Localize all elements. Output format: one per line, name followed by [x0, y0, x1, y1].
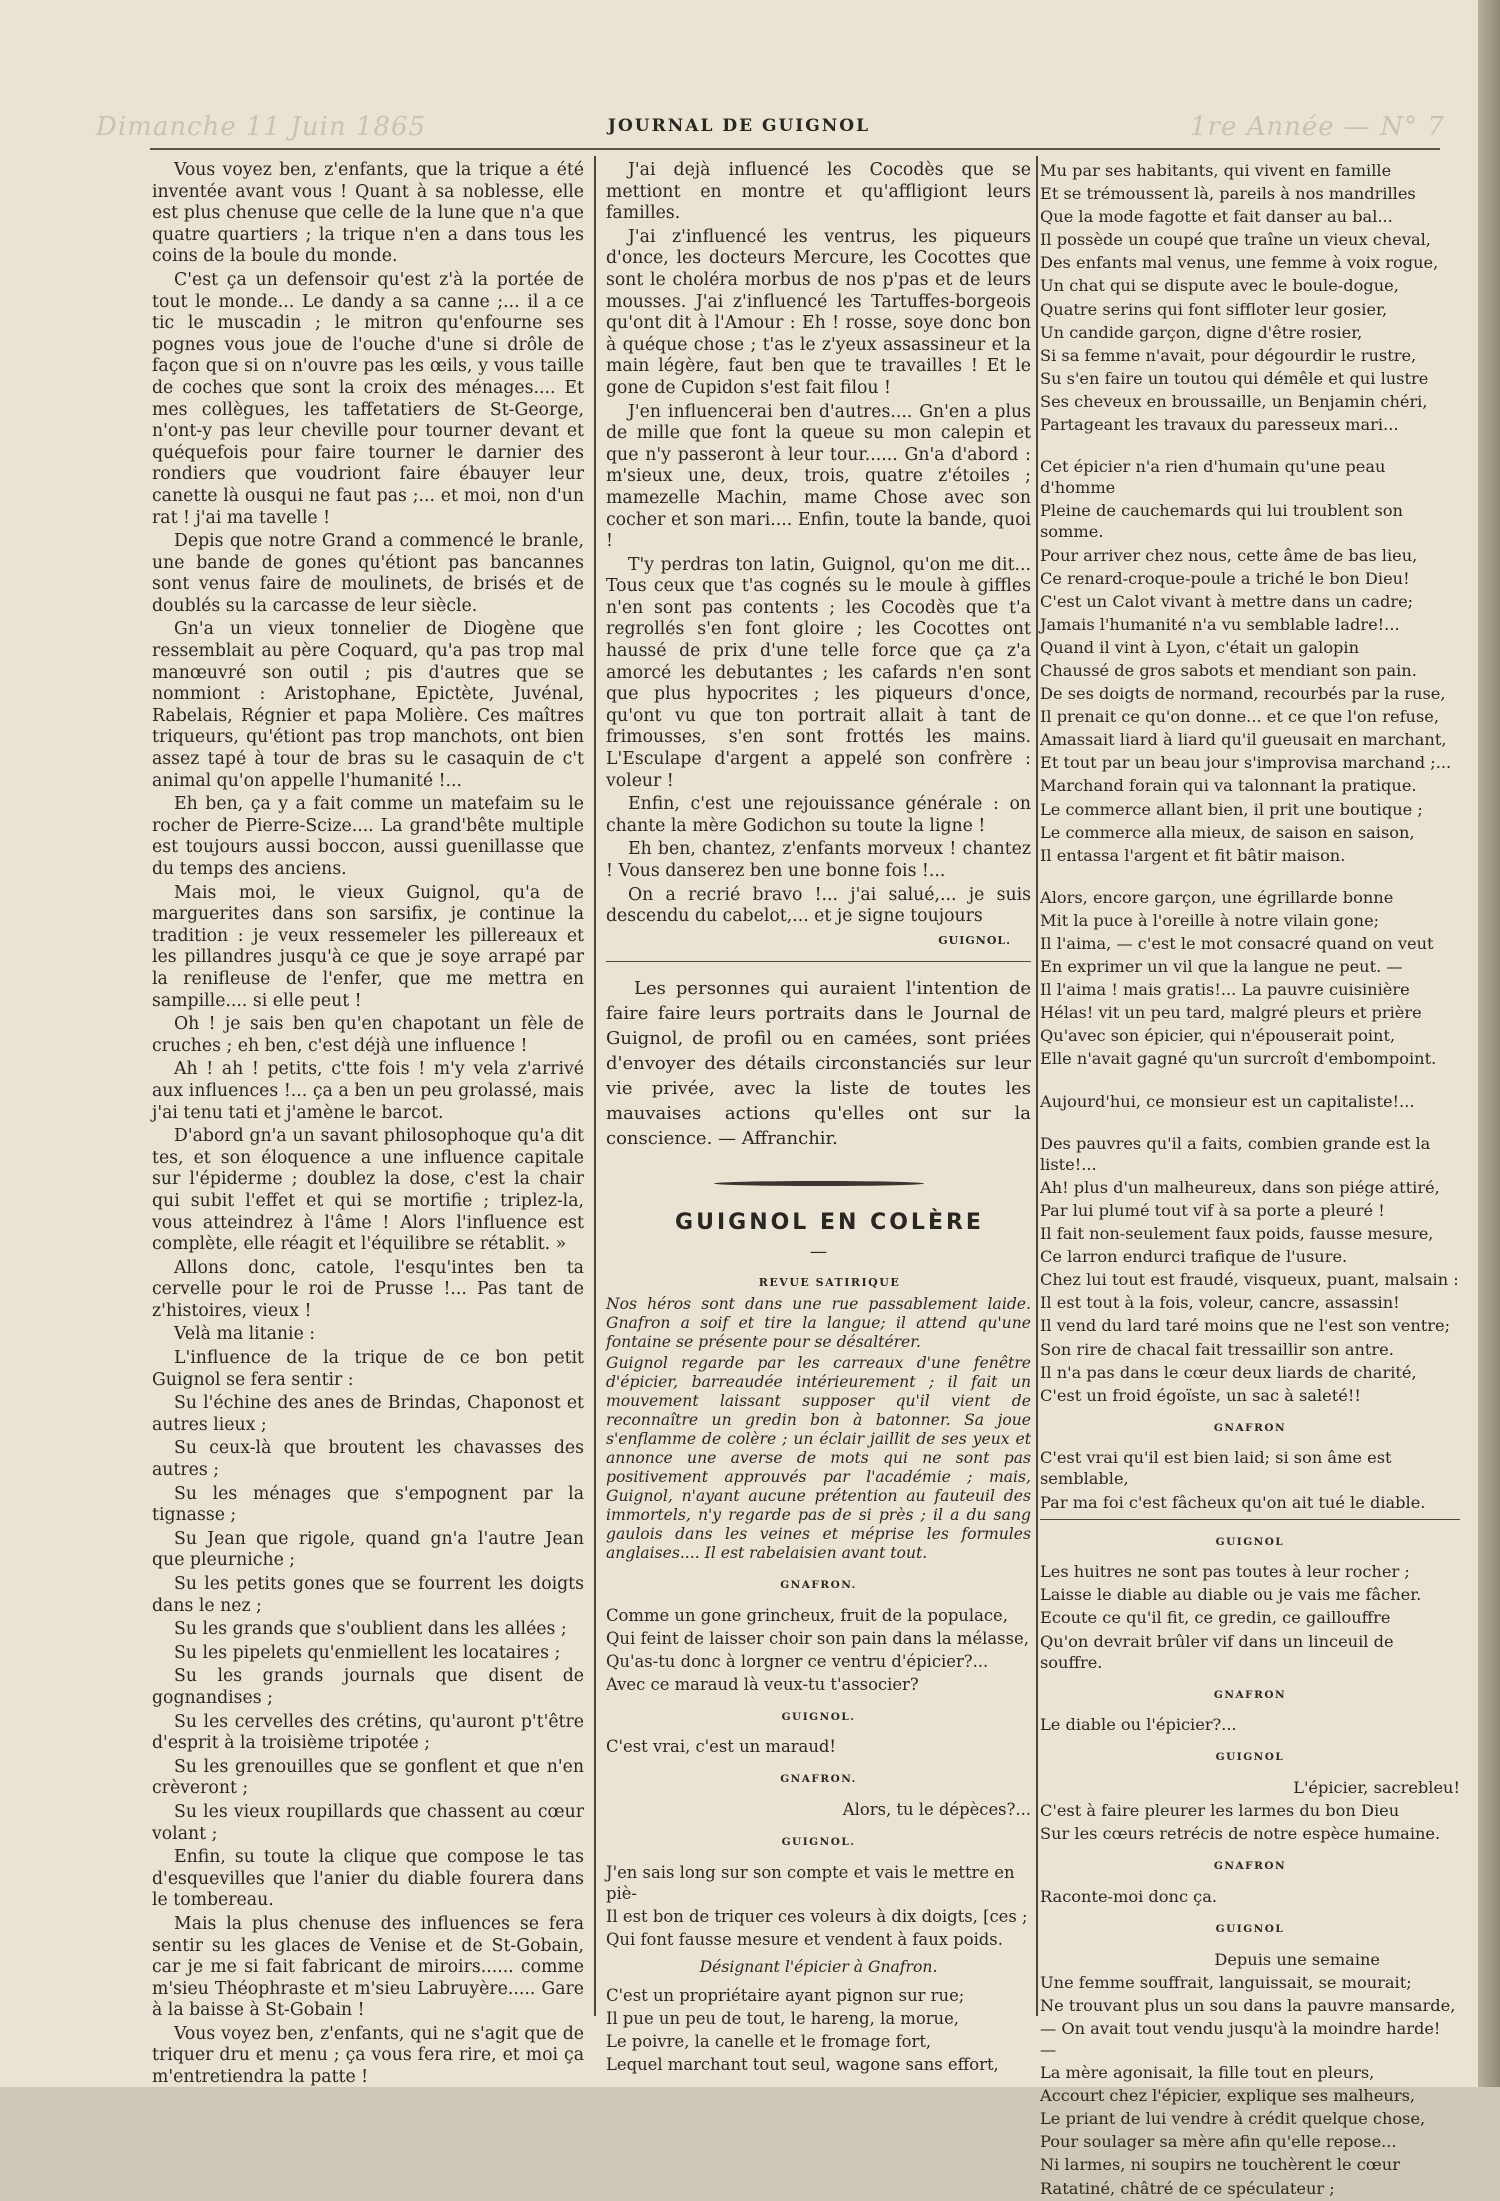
column-divider-2 [1036, 156, 1038, 2016]
verse-line: Il vend du lard taré moins que ne l'est son ventre; [1040, 1316, 1451, 1336]
verse-line: Pour soulager sa mère afin qu'elle repose... [1040, 2132, 1397, 2152]
bleed-through-issue: 1re Année — N° 7 [1190, 112, 1445, 142]
verse-line: Le poivre, la canelle et le fromage fort, [606, 2031, 932, 2051]
speaker-label: GUIGNOL [1215, 1922, 1285, 1935]
stage-direction: Guignol regarde par les carreaux d'une fenêtre d'épicier, barreaudée intérieurement ; il fait un mouvement laissant supposer qu'il vient de reconnaître un gredin bon à batonner. Sa joue s'enflamme de colère ; un éclair jaillit de ses yeux et annonce une averse de mots qui ne sont pas positivement approuvés par l'académie ; mais, Guignol, n'ayant aucune prétention au fauteuil des immortels, n'y regarde pas de si près ; il a du sang gaulois dans les veines et méprise les formules anglaises.... Il est rabelaisien avant tout. [606, 1354, 1031, 1563]
litany-item: Su les cervelles des crétins, qu'auront p't'être d'esprit à la troisième tripotée ; [152, 1711, 584, 1754]
verse-line: Partageant les travaux du paresseux mari... [1040, 415, 1399, 435]
verse-line: C'est un froid égoïste, un sac à saleté!! [1040, 1385, 1361, 1405]
section-rule [606, 961, 1031, 962]
litany-item: Su les ménages que s'empognent par la tignasse ; [152, 1483, 584, 1526]
litany-item: Su les vieux roupillards que chassent au cœur volant ; [152, 1801, 584, 1844]
verse-line: Jamais l'humanité n'a vu semblable ladre!... [1040, 614, 1400, 634]
verse-line: Son rire de chacal fait tressaillir son antre. [1040, 1339, 1394, 1359]
article-subtitle: REVUE SATIRIQUE [758, 1275, 901, 1289]
verse-line: Il possède un coupé que traîne un vieux cheval, [1040, 230, 1431, 250]
stage-direction: Nos héros sont dans une rue passablement laide. Gnafron a soif et tire la langue; il attend qu'une fontaine se présente pour se désaltérer. [606, 1295, 1031, 1352]
verse-line: Et tout par un beau jour s'improvisa marchand ;... [1040, 753, 1452, 773]
paragraph: T'y perdras ton latin, Guignol, qu'on me dit... Tous ceux que t'as cognés su le moule à giffles n'en sont pas contents ; les Cocodès que t'a regrollés s'en font gloire ; les Cocottes ont haussé de prix d'une telle force que ça z'a amorcé les debutantes ; les cafards n'en sont que plus hypocrites ; les piqueurs d'once, qu'ont vu que ton portrait allait à tant de frimousses, s'en sont frottés les mains. L'Esculape d'argent a appelé son confrère : voleur ! [606, 554, 1031, 791]
verse-line: Qui font fausse mesure et vendent à faux poids. [606, 1929, 1003, 1949]
verse-line: Il l'aima ! mais gratis!... La pauvre cuisinière [1040, 980, 1410, 1000]
ornamental-rule [714, 1181, 924, 1186]
verse-line: Il pue un peu de tout, le hareng, la morue, [606, 2008, 960, 2028]
litany-item: Su ceux-là que broutent les chavasses des autres ; [152, 1438, 584, 1481]
litany-item: Su Jean que rigole, quand gn'a l'autre Jean que pleurniche ; [152, 1528, 584, 1571]
verse-line: Il est bon de triquer ces voleurs à dix doigts, [ces ; [606, 1906, 1028, 1926]
speaker-label: GUIGNOL. [781, 1710, 856, 1723]
paragraph: Enfin, c'est une rejouissance générale : on chante la mère Godichon su toute la ligne ! [606, 794, 1031, 836]
verse-line: Le diable ou l'épicier?... [1040, 1715, 1237, 1735]
paragraph: On a recrié bravo !... j'ai salué,... je suis descendu du cabelot,... et je signe toujours [606, 884, 1031, 927]
verse-line: Qui feint de laisser choir son pain dans la mélasse, [606, 1628, 1029, 1648]
verse-line: Pleine de cauchemards qui lui troublent son somme. [1040, 501, 1403, 542]
column-3 [1040, 160, 1460, 2201]
paragraph: C'est ça un defensoir qu'est z'à la portée de tout le monde... Le dandy a sa canne ;... il a ce tic le muscadin ; le mitron qu'enfourne ses pognes vous joue de l'ouche d'une si drôle de façon que si on n'ouvre pas les œils, y vous taille de coches que sont la croix des ménages.... Et mes collègues, les taffetatiers de St-George, n'ont-y pas leur cheville pour tourner devant et quéquefois pour faire tourner le darnier des rondiers que voudriont faire ébauyer leur canette là ousqui ne faut pas ;... et moi, non d'un rat ! j'ai ma tavelle ! [152, 269, 584, 528]
verse-line: Aujourd'hui, ce monsieur est un capitaliste!... [1040, 1091, 1415, 1111]
litany-item: Su les pipelets qu'enmiellent les locataires ; [174, 1642, 561, 1663]
paragraph: Mais moi, le vieux Guignol, qu'a de marguerites dans son sarsifix, je continue la tradition : je veux ressemeler les pillereaux et les pillandres jusqu'à ce que je soye arrapé par la renifleuse de l'enfer, que me mettra en sampille.... si elle peut ! [152, 882, 584, 1011]
verse-line: Ses cheveux en broussaille, un Benjamin chéri, [1040, 391, 1428, 411]
verse-line: Il l'aima, — c'est le mot consacré quand on veut [1040, 934, 1434, 953]
verse-line: Mu par ses habitants, qui vivent en famille [1040, 161, 1392, 180]
title-dash: — [809, 1241, 828, 1262]
paragraph: Eh ben, chantez, z'enfants morveux ! chantez ! Vous danserez ben une bonne fois !... [606, 839, 1031, 881]
verse-line: Pour arriver chez nous, cette âme de bas lieu, [1040, 545, 1418, 565]
verse-line: Il prenait ce qu'on donne... et ce que l'on refuse, [1040, 707, 1440, 727]
verse-line: C'est vrai qu'il est bien laid; si son âme est semblable, [1040, 1448, 1392, 1489]
verse-line: Accourt chez l'épicier, explique ses malheurs, [1040, 2086, 1416, 2106]
verse-line: Il n'a pas dans le cœur deux liards de charité, [1040, 1362, 1417, 1382]
bleed-through-date: Dimanche 11 Juin 1865 [96, 112, 427, 142]
speaker-label: GNAFRON [1213, 1421, 1287, 1434]
verse-line: Des enfants mal venus, une femme à voix rogue, [1040, 253, 1439, 273]
verse-line: J'en sais long sur son compte et vais le mettre en piè- [606, 1862, 1015, 1903]
verse-line: Marchand forain qui va talonnant la pratique. [1040, 776, 1417, 796]
paragraph: Vous voyez ben, z'enfants, que la trique a été inventée avant vous ! Quant à sa noblesse, elle est plus chenuse que celle de la lune que n'a que quatre quartiers ; la trique n'en a dans tous les coins de la boule du monde. [152, 160, 584, 267]
verse-line: Comme un gone grincheux, fruit de la populace, [606, 1605, 1008, 1625]
verse-line: Depuis une semaine [1214, 1949, 1380, 1969]
verse-line: Amassait liard à liard qu'il gueusait en marchant, [1040, 730, 1447, 750]
speaker-label: GNAFRON [1213, 1860, 1287, 1873]
paragraph: J'ai dejà influencé les Cocodès que se mettiont en montre et qu'affligiont leurs familles. [606, 160, 1031, 224]
verse-line: Et se trémoussent là, pareils à nos mandrilles [1040, 184, 1416, 204]
litany-item: Su les grands que s'oublient dans les allées ; [174, 1619, 567, 1640]
verse-line: Qu'avec son épicier, qui n'épouserait point, [1040, 1026, 1396, 1046]
notice-text: Les personnes qui auraient l'intention de faire faire leurs portraits dans le Journal de Guignol, de profil ou en camées, sont priées d'envoyer des détails circonstanciés sur leur vie privée, avec la liste de toutes les mauvaises actions qu'elles ont sur la conscience. — Affranchir. [606, 978, 1031, 1150]
verse-line: Un candide garçon, digne d'être rosier, [1040, 322, 1363, 342]
litany-item: Enfin, su toute la clique que compose le tas d'esquevilles que l'anier du diable fourera dans le tombereau. [152, 1847, 584, 1911]
paragraph: Oh ! je sais ben qu'en chapotant un fèle de cruches ; eh ben, c'est déjà une influence ! [152, 1014, 584, 1056]
verse-line: Ce renard-croque-poule a triché le bon Dieu! [1040, 568, 1410, 588]
verse-line: Ecoute ce qu'il fit, ce gredin, ce gaillouffre [1040, 1608, 1391, 1628]
section-rule [1040, 1519, 1460, 1520]
speaker-label: GNAFRON [1213, 1688, 1287, 1701]
speaker-label: GUIGNOL. [781, 1835, 856, 1848]
verse-line: Raconte-moi donc ça. [1040, 1886, 1218, 1906]
header-rule [150, 148, 1440, 150]
page-header [0, 112, 1478, 142]
verse-line: De ses doigts de normand, recourbés par la ruse, [1040, 684, 1446, 704]
verse-line: C'est vrai, c'est un maraud! [606, 1737, 836, 1757]
verse-line: Des pauvres qu'il a faits, combien grande est la liste!... [1040, 1133, 1431, 1174]
verse-line: Su s'en faire un toutou qui démêle et qui lustre [1040, 368, 1429, 388]
column-divider-1 [594, 156, 596, 2016]
verse-line: Si sa femme n'avait, pour dégourdir le rustre, [1040, 345, 1417, 365]
verse-line: Mit la puce à l'oreille à notre vilain gone; [1040, 910, 1380, 930]
verse-line: Ce larron endurci trafique de l'usure. [1040, 1247, 1348, 1267]
verse-line: Chez lui tout est fraudé, visqueux, puant, malsain : [1040, 1270, 1459, 1290]
verse-line: Il est tout à la fois, voleur, cancre, assassin! [1040, 1293, 1400, 1313]
verse-line: En exprimer un vil que la langue ne peut. — [1040, 957, 1403, 977]
journal-title: JOURNAL DE GUIGNOL [607, 116, 871, 136]
verse-line: Alors, tu le dépèces?... [842, 1799, 1031, 1819]
verse-line: Le commerce allant bien, il prit une boutique ; [1040, 799, 1423, 819]
verse-line: C'est à faire pleurer les larmes du bon Dieu [1040, 1801, 1400, 1821]
verse-line: Que la mode fagotte et fait danser au bal... [1040, 207, 1393, 227]
paragraph: J'en influencerai ben d'autres.... Gn'en a plus de mille que font la queue su mon calepin et que n'y passeront à leur tour...... Gn'a d'abord : m'sieux une, deux, trois, quatre z'étoiles ; mamezelle Machin, mame Chose avec son cocher et son mari.... Enfin, toute la bande, quoi ! [606, 401, 1031, 552]
verse-line: Le priant de lui vendre à crédit quelque chose, [1040, 2109, 1426, 2129]
litany-item: Su les grenouilles que se gonflent et que n'en crèveront ; [152, 1756, 584, 1799]
verse-line: Un chat qui se dispute avec le boule-dogue, [1040, 276, 1399, 296]
verse-line: — On avait tout vendu jusqu'à la moindre harde! — [1040, 2018, 1441, 2059]
verse-line: Qu'as-tu donc à lorgner ce ventru d'épicier?... [606, 1651, 989, 1671]
verse-line: Qu'on devrait brûler vif dans un linceuil de souffre. [1040, 1631, 1394, 1672]
paragraph: J'ai z'influencé les ventrus, les piqueurs d'once, les docteurs Mercure, les Cocottes que sont le choléra morbus de nos p'pas et de leurs mousses. J'ai z'influencé les Tartuffes-borgeois qu'ont dit à l'Amour : Eh ! rosse, soye donc bon à quéque chose ; t'as le z'yeux assassineur et la main légère, faut ben que te travailles ! Et le gone de Cupidon s'est fait filou ! [606, 226, 1031, 398]
notice-box [606, 976, 1031, 1151]
verse-line: Chaussé de gros sabots et mendiant son pain. [1040, 660, 1417, 680]
verse-line: Les huitres ne sont pas toutes à leur rocher ; [1040, 1562, 1410, 1582]
litany-item: Su les grands journals que disent de gognandises ; [152, 1666, 584, 1708]
verse-line: La mère agonisait, la fille tout en pleurs, [1040, 2063, 1375, 2083]
verse-line: Elle n'avait gagné qu'un surcroît d'embompoint. [1040, 1049, 1437, 1069]
paragraph: L'influence de la trique de ce bon petit Guignol se fera sentir : [152, 1348, 584, 1390]
verse-line: Lequel marchant tout seul, wagone sans effort, [606, 2054, 999, 2074]
verse-line: Quand il vint à Lyon, c'était un galopin [1040, 637, 1360, 657]
verse-line: Alors, encore garçon, une égrillarde bonne [1040, 887, 1394, 907]
verse-line: Par lui plumé tout vif à sa porte a pleuré ! [1040, 1200, 1385, 1220]
paragraph: Mais la plus chenuse des influences se fera sentir su les glaces de Venise et de St-Gobain, car je me si fait fabricant de miroirs...... comme m'sieu Théophraste et m'sieu Labruyère..... Gare à la baisse à St-Gobain ! [152, 1913, 584, 2021]
signature-guignol: GUIGNOL. [938, 933, 1011, 947]
verse-line: C'est un Calot vivant à mettre dans un cadre; [1040, 591, 1414, 611]
speaker-label: GUIGNOL [1215, 1751, 1285, 1764]
speaker-label: GNAFRON. [780, 1773, 857, 1786]
paragraph: Velà ma litanie : [174, 1324, 316, 1345]
paragraph: D'abord gn'a un savant philosophoque qu'a dit tes, et son éloquence a une influence capitale sur l'épiderme ; doublez la dose, c'est la chair qui subit l'effet et qui se mortifie ; triplez-la, vous atteindrez à l'âme ! Alors l'influence est complète, elle réagit et l'équilibre se rétablit. » [152, 1126, 584, 1255]
verse-line: Ah! plus d'un malheureux, dans son piége attiré, [1040, 1177, 1440, 1197]
paragraph: Allons donc, catole, l'esqu'intes ben ta cervelle pour le roi de Prusse !... Pas tant de z'histoires, vieux ! [152, 1257, 584, 1321]
verse-line: Ne trouvant plus un sou dans la pauvre mansarde, [1040, 1995, 1456, 2015]
speaker-label: GNAFRON. [780, 1579, 857, 1592]
column-1 [152, 160, 584, 2091]
litany-item: Su l'échine des anes de Brindas, Chaponost et autres lieux ; [152, 1393, 584, 1435]
paragraph: Vous voyez ben, z'enfants, qui ne s'agit que de triquer dru et menu ; ça vous fera rire, et moi ça m'entretiendra la patte ! [152, 2023, 584, 2088]
verse-line: Cet épicier n'a rien d'humain qu'une peau d'homme [1040, 457, 1386, 498]
verse-line: Laisse le diable au diable ou je vais me fâcher. [1040, 1585, 1422, 1605]
verse-line: Par ma foi c'est fâcheux qu'on ait tué le diable. [1040, 1492, 1426, 1512]
stage-direction: Désignant l'épicier à Gnafron. [699, 1957, 938, 1976]
verse-line: Hélas! vit un peu tard, malgré pleurs et prière [1040, 1003, 1422, 1023]
column-2 [606, 160, 1031, 2077]
verse-line: Une femme souffrait, languissait, se mourait; [1040, 1972, 1412, 1992]
verse-line: C'est un propriétaire ayant pignon sur rue; [606, 1985, 965, 2005]
paragraph: Ah ! ah ! petits, c'tte fois ! m'y vela z'arrivé aux influences !... ça a ben un peu grolassé, mais j'ai tenu tati et j'amène le barcot. [152, 1059, 584, 1123]
article-title: GUIGNOL EN COLÈRE [675, 1210, 984, 1236]
paragraph: Gn'a un vieux tonnelier de Diogène que ressemblait au père Coquard, qu'a pas trop mal manœuvré son outil ; pis d'autres que se nommiont : Aristophane, Epictète, Juvénal, Rabelais, Régnier et papa Molière. Ces maîtres triqueurs, qu'étiont pas trop manchots, ont bien assez tapé à tour de bras su le casaquin de c't animal qu'on appelle l'humanité !... [152, 619, 584, 791]
verse-line: Ni larmes, ni soupirs ne touchèrent le cœur [1040, 2155, 1400, 2175]
verse-line: L'épicier, sacrebleu! [1293, 1778, 1460, 1797]
verse-line: Quatre serins qui font siffloter leur gosier, [1040, 299, 1388, 319]
verse-line: Ratatiné, châtré de ce spéculateur ; [1040, 2178, 1335, 2198]
speaker-label: GUIGNOL [1215, 1535, 1285, 1548]
paragraph: Depis que notre Grand a commencé le branle, une bande de gones qu'étiont pas bancannes sont venus faire de moulinets, de brisés et de doublés su la carcasse de leur siècle. [152, 531, 584, 616]
litany-item: Su les petits gones que se fourrent les doigts dans le nez ; [152, 1574, 584, 1616]
verse-line: Il entassa l'argent et fit bâtir maison. [1040, 845, 1346, 865]
paragraph: Eh ben, ça y a fait comme un matefaim su le rocher de Pierre-Scize.... La grand'bête multiple est toujours aussi boccon, aussi guenillasse que du temps des anciens. [152, 794, 584, 879]
verse-line: Avec ce maraud là veux-tu t'associer? [606, 1674, 919, 1694]
verse-line: Il fait non-seulement faux poids, fausse mesure, [1040, 1224, 1434, 1244]
verse-line: Sur les cœurs retrécis de notre espèce humaine. [1040, 1824, 1441, 1844]
verse-line: Le commerce alla mieux, de saison en saison, [1040, 822, 1415, 842]
page-binding-edge [1478, 0, 1500, 2087]
